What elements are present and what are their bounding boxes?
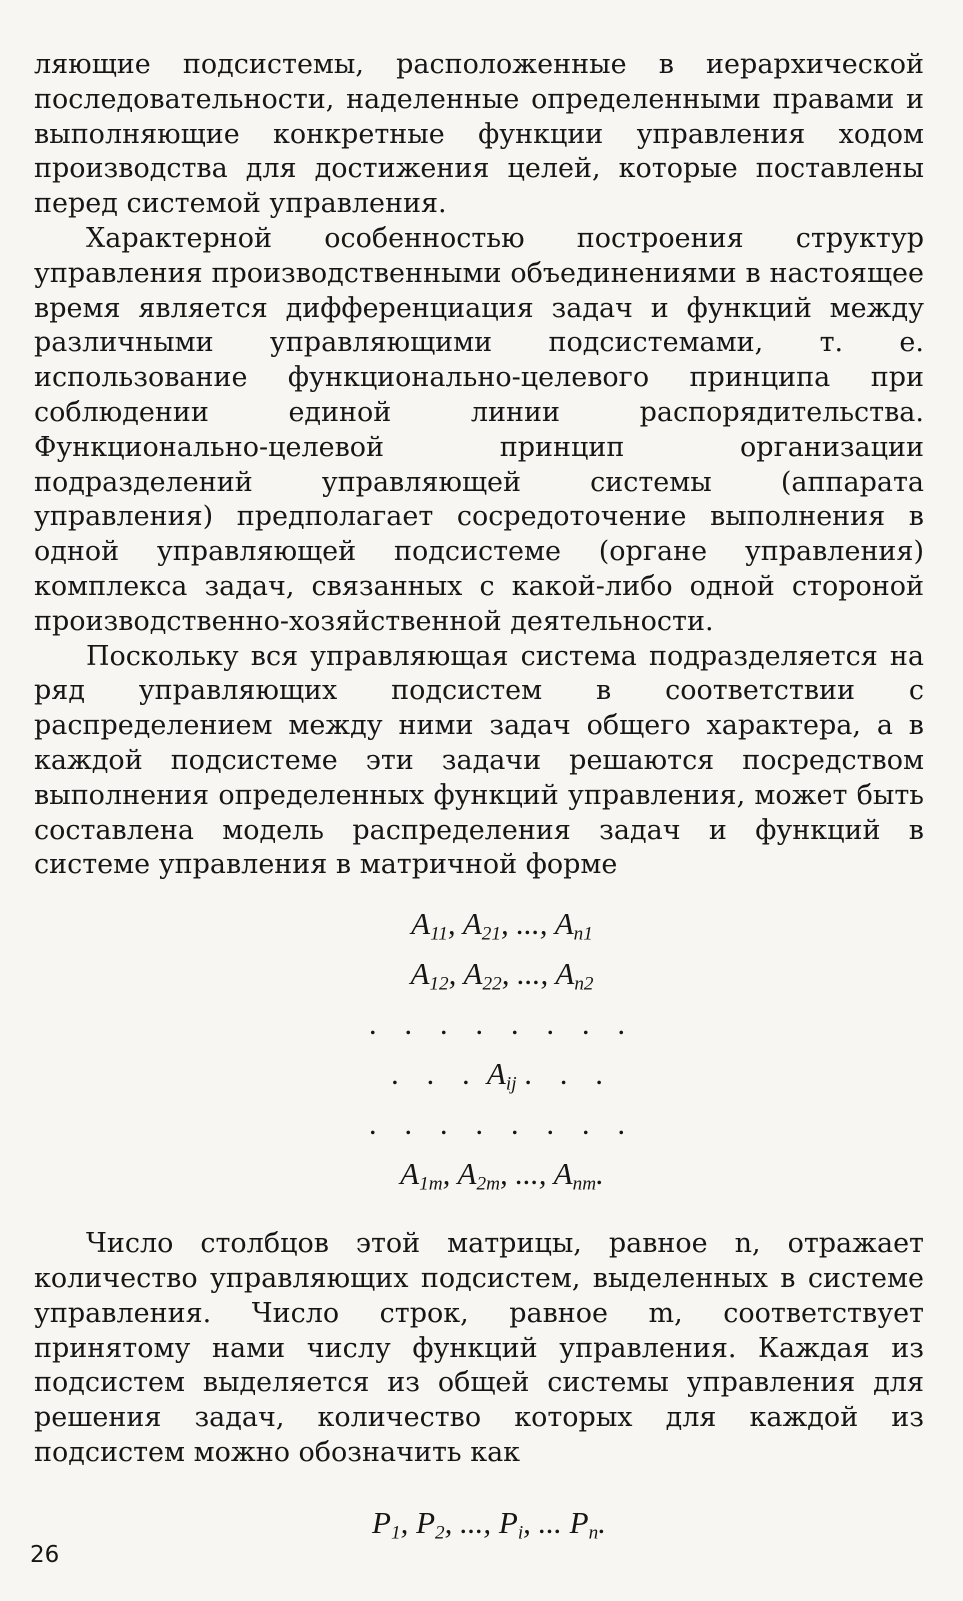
paragraph-matrix-model: Поскольку вся управляющая система подразделяется на ряд управляющих подсистем в соответствии с распределением между ними задач общего характера, а в каждой подсистеме эти задачи решаются посредством выполнения определенных функций управления, может быть составлена модель распределения задач и функций в системе управления в матричной форме [34,640,924,881]
matrix-row-1: $A_{11}$, $A_{21}$, ..., $A_{n1}$ [411,906,593,945]
page-number: 26 [30,1542,60,1568]
paragraph-structure-features: Характерной особенностью построения структур управления производственными объединениями в настоящее время является дифференциация задач и функций между различными управляющими подсистемами, т. е. использование функционально-целевого принципа при соблюдении единой линии распорядительства. Функционально-целевой принцип организации подразделений управляющей системы (аппарата управления) предполагает сосредоточение выполнения в одной управляющей подсистеме (органе управления) комплекса задач, связанных с какой-либо одной стороной производственно-хозяйственной деятельности. [34,222,924,637]
task-count-formula: $P_1$, $P_2$, ..., $P_i$, ... $P_n$. [372,1504,606,1544]
task-function-matrix [34,899,924,1199]
book-page [34,48,924,1543]
matrix-row-last: $A_{1m}$, $A_{2m}$, ..., $A_{nm}$. [400,1156,604,1195]
matrix-dots-row: . . . . . . . . [368,1006,636,1042]
matrix-middle-row: . . . $A_{ij}$ . . . [390,1056,614,1095]
matrix-dots-row: . . . . . . . . [368,1106,636,1142]
paragraph-matrix-explanation: Число столбцов этой матрицы, равное n, отражает количество управляющих подсистем, выделенных в системе управления. Число строк, равное m, соответствует принятому нами числу функций управления. Каждая из подсистем выделяется из общей системы управления для решения задач, количество которых для каждой из подсистем можно обозначить как [34,1228,924,1468]
paragraph-continuation: ляющие подсистемы, расположенные в иерархической последовательности, наделенные определенными правами и выполняющие конкретные функции управления ходом производства для достижения целей, которые поставлены перед системой управления. [34,49,924,220]
matrix-row-2: $A_{12}$, $A_{22}$, ..., $A_{n2}$ [410,956,594,995]
